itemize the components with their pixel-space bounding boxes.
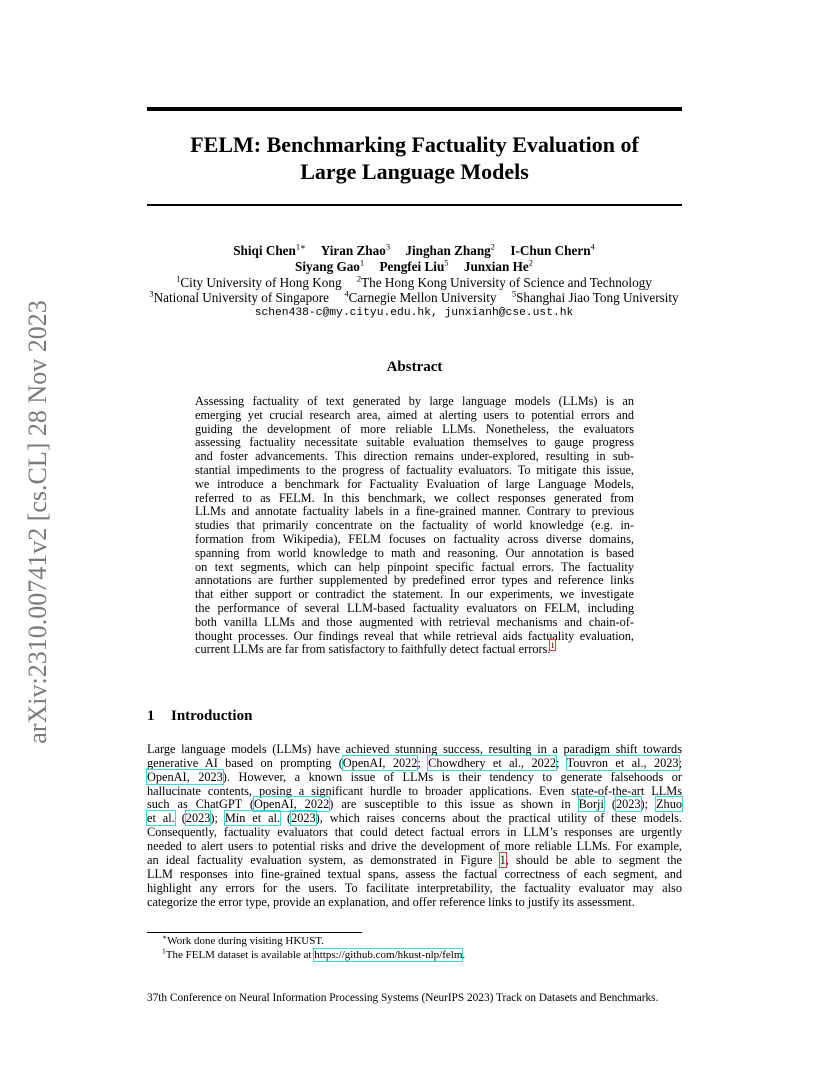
arxiv-identifier-stamp: arXiv:2310.00741v2 [cs.CL] 28 Nov 2023 bbox=[23, 300, 52, 744]
intro-text: , should be able to segment the bbox=[505, 853, 682, 867]
footnote-mark: ∗ bbox=[162, 932, 168, 942]
section-number: 1 bbox=[147, 708, 155, 724]
abstract-line: LLMs and annotate factuality labels in a fine-grained manner. Contrary to previous bbox=[195, 504, 634, 519]
abstract-heading: Abstract bbox=[386, 359, 443, 375]
intro-line: highlight any errors for the users. To facilitate interpretability, the factuality evaluator may also bbox=[147, 881, 682, 895]
paper-title-line-1: FELM: Benchmarking Factuality Evaluation of bbox=[190, 132, 639, 157]
author-mark: 3 bbox=[385, 241, 391, 252]
abstract-line: the performance of several LLM-based factuality evaluators on FELM, including bbox=[195, 601, 634, 615]
author-mark: 4 bbox=[590, 241, 595, 252]
footnote-text: . bbox=[462, 949, 466, 961]
intro-line: Consequently, factuality evaluators that could detect factual errors in LLM’s responses are urgently bbox=[147, 825, 682, 839]
affiliation-mark: 3 bbox=[149, 288, 154, 299]
author-mark: 2 bbox=[490, 241, 496, 252]
intro-line bbox=[147, 771, 682, 785]
abstract-line: studies that primarily concentrate on the factuality of world knowledge (e.g. in- bbox=[195, 518, 634, 533]
abstract-line: spanning from world knowledge to math and reasoning. Our annotation is based bbox=[195, 545, 634, 560]
intro-text: ( bbox=[174, 811, 186, 825]
section-title: Introduction bbox=[171, 708, 253, 724]
abstract-line: guiding the development of more reliable LLMs. Nonetheless, the evaluators bbox=[195, 421, 634, 436]
intro-line: hallucinate contents, posing a significant hurdle to broader applications. Even state-of-the-art LLMs bbox=[147, 784, 682, 798]
abstract-last-line bbox=[195, 640, 634, 657]
abstract-line: assessing factuality necessitate suitable evaluation themselves to gauge progress bbox=[195, 435, 634, 450]
intro-text: generative AI based on prompting ( bbox=[147, 756, 343, 770]
abstract-line: thought processes. Our findings reveal that while retrieval aids factuality evaluation, bbox=[195, 628, 634, 643]
footnote-mark: 1 bbox=[162, 946, 166, 956]
affiliation-line-1 bbox=[100, 275, 728, 291]
section-heading-introduction bbox=[147, 706, 252, 726]
affiliation-line-2 bbox=[100, 290, 728, 306]
intro-text: ) are susceptible to this issue as shown in bbox=[329, 797, 579, 811]
citation-link[interactable]: 2023 bbox=[615, 797, 641, 811]
footnote-rule bbox=[147, 932, 362, 933]
title-bottom-rule bbox=[147, 204, 682, 206]
citation-link[interactable]: Borji bbox=[578, 797, 604, 811]
author-name: Junxian He bbox=[463, 259, 529, 274]
author-mark: 2 bbox=[528, 257, 533, 268]
intro-text: ; bbox=[556, 756, 567, 770]
abstract-line: stantial impediments to the progress of factuality evaluators. To mitigate this issue, bbox=[195, 463, 634, 477]
abstract-line: current LLMs are far from satisfactory to faithfully detect factual errors. bbox=[195, 642, 551, 657]
footnote-ref-link[interactable]: 1 bbox=[550, 640, 555, 651]
author-name: Pengfei Liu bbox=[379, 259, 445, 274]
intro-text: an ideal factuality evaluation system, as demonstrated in Figure bbox=[147, 853, 500, 867]
intro-text: ; bbox=[417, 756, 429, 770]
title-top-rule bbox=[147, 107, 682, 111]
intro-text: ( bbox=[603, 797, 616, 811]
intro-line bbox=[147, 757, 682, 771]
abstract-line: annotations are further supplemented by predefined error types and reference links bbox=[195, 573, 634, 588]
abstract-line: that either support or contradict the statement. In our experiments, we investigate bbox=[195, 587, 634, 602]
author-mark: 1 bbox=[359, 257, 365, 268]
intro-text: ). However, a known issue of LLMs is their tendency to generate falsehoods or bbox=[222, 770, 682, 784]
citation-link[interactable]: Chowdhery et al., 2022 bbox=[428, 756, 557, 770]
affiliation-name: City University of Hong Kong bbox=[180, 275, 342, 290]
citation-link[interactable]: OpenAI, 2023 bbox=[147, 770, 223, 784]
intro-line bbox=[147, 854, 682, 868]
affiliation-mark: 5 bbox=[511, 288, 517, 299]
intro-line: LLM responses into fine-grained textual spans, assess the factual correctness of each segment, and bbox=[147, 867, 682, 881]
abstract-line: formation from Wikipedia), FELM focuses on factuality across diverse domains, bbox=[195, 532, 634, 546]
intro-text: ), which raises concerns about the practical utility of these models. bbox=[315, 811, 683, 825]
affiliation-mark: 4 bbox=[344, 288, 349, 299]
intro-text: ); bbox=[640, 797, 657, 811]
author-name: Siyang Gao bbox=[295, 259, 360, 274]
intro-line: Large language models (LLMs) have achieved stunning success, resulting in a paradigm shift towards bbox=[147, 742, 682, 756]
author-name: Jinghan Zhang bbox=[405, 243, 491, 258]
dataset-url-link[interactable]: https://github.com/hkust-nlp/felm bbox=[314, 949, 463, 961]
abstract-line: both vanilla LLMs and those augmented with retrieval mechanisms and chain-of- bbox=[195, 614, 634, 629]
intro-line bbox=[147, 798, 682, 812]
author-mark: 1∗ bbox=[295, 241, 306, 252]
author-line-2 bbox=[100, 259, 728, 275]
footnote-2 bbox=[162, 946, 466, 962]
footnote-text: The FELM dataset is available at bbox=[165, 949, 315, 961]
citation-link[interactable]: OpenAI, 2022 bbox=[342, 756, 418, 770]
footnote-1 bbox=[162, 932, 324, 948]
abstract-line: and foster advancements. This direction remains under-explored, resulting in sub- bbox=[195, 449, 634, 464]
intro-line bbox=[147, 812, 682, 826]
affiliation-name: The Hong Kong University of Science and Technology bbox=[361, 275, 652, 290]
author-name: Shiqi Chen bbox=[233, 243, 296, 258]
footnote-text: Work done during visiting HKUST. bbox=[167, 935, 324, 947]
figure-ref-link[interactable]: 1 bbox=[499, 853, 506, 867]
author-mark: 5 bbox=[444, 257, 449, 268]
citation-link[interactable]: et al. bbox=[147, 811, 175, 825]
affiliation-name: Shanghai Jiao Tong University bbox=[516, 290, 679, 305]
abstract-line: on text segments, which can help pinpoint specific factual errors. The factuality bbox=[195, 559, 634, 574]
affiliation-name: National University of Singapore bbox=[153, 290, 330, 305]
author-line-1 bbox=[100, 243, 728, 259]
abstract-line: referred to as FELM. In this benchmark, we collect responses generated from bbox=[195, 490, 634, 505]
intro-text: ); bbox=[210, 811, 225, 825]
affiliation-mark: 1 bbox=[176, 273, 181, 284]
intro-line: needed to alert users to potential risks and drive the development of more reliable LLMs. For example, bbox=[147, 839, 682, 853]
conference-note: 37th Conference on Neural Information Processing Systems (NeurIPS 2023) Track on Datasets and Benchmarks. bbox=[147, 992, 659, 1004]
citation-link[interactable]: OpenAI, 2022 bbox=[254, 797, 330, 811]
affiliation-mark: 2 bbox=[356, 273, 362, 284]
citation-link[interactable]: 2023 bbox=[291, 811, 316, 825]
intro-line: categorize the error type, provide an explanation, and offer reference links to justify its assessment. bbox=[147, 895, 635, 909]
abstract-line: Assessing factuality of text generated by large language models (LLMs) is an bbox=[195, 394, 634, 408]
intro-text: ( bbox=[280, 811, 292, 825]
abstract-line: emerging yet crucial research area, aimed at alerting users to potential errors and bbox=[195, 407, 634, 422]
citation-link[interactable]: 2023 bbox=[185, 811, 211, 825]
author-name: I-Chun Chern bbox=[510, 243, 591, 258]
citation-link[interactable]: Min et al. bbox=[224, 811, 281, 825]
abstract-line: we introduce a benchmark for Factuality Evaluation of large Language Models, bbox=[195, 476, 634, 491]
intro-text: ; bbox=[678, 756, 682, 770]
intro-text: such as ChatGPT ( bbox=[147, 797, 255, 811]
author-name: Yiran Zhao bbox=[320, 243, 386, 258]
paper-title-line-2: Large Language Models bbox=[300, 159, 529, 184]
affiliation-name: Carnegie Mellon University bbox=[348, 290, 497, 305]
citation-link[interactable]: Touvron et al., 2023 bbox=[566, 756, 679, 770]
author-emails: schen438-c@my.cityu.edu.hk, junxianh@cse.ust.hk bbox=[254, 307, 574, 319]
citation-link[interactable]: Zhuo bbox=[656, 797, 682, 811]
